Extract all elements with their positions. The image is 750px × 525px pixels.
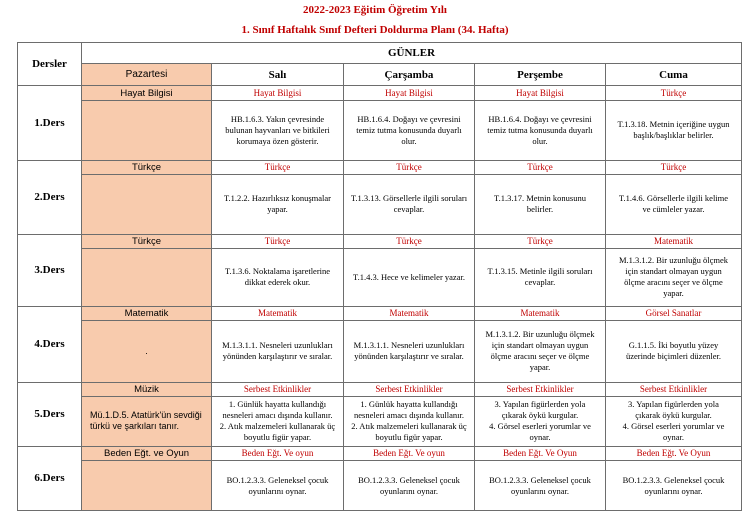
- content-line: için standart olmayan uygun: [491, 340, 589, 351]
- content-cell-carsamba: [344, 461, 475, 511]
- content-line: yapar.: [267, 204, 288, 215]
- content-cell-pazartesi: [82, 461, 212, 511]
- subject-cell-pazartesi: Beden Eğt. ve Oyun: [82, 446, 212, 460]
- content-line: boyutlu figür yapar.: [243, 432, 312, 443]
- content-cell-persembe: [475, 397, 606, 447]
- content-line: cevaplar.: [393, 204, 425, 215]
- day-header-sali: Salı: [212, 63, 344, 86]
- content-line: Mü.1.D.5. Atatürk'ün sevdiği: [90, 410, 202, 421]
- content-line: T.1.4.3. Hece ve kelimeler yazar.: [353, 271, 465, 282]
- content-line: cevaplar.: [524, 277, 556, 288]
- content-cell-carsamba: [344, 248, 475, 306]
- content-line: BO.1.2.3.3. Geleneksel çocuk: [622, 474, 725, 485]
- content-line: BO.1.2.3.3. Geleneksel çocuk: [358, 474, 460, 485]
- content-line: ve cümleler yazar.: [642, 204, 705, 215]
- content-line: oyunlarını oynar.: [379, 485, 439, 496]
- subject-cell-carsamba: Serbest Etkinlikler: [344, 382, 475, 396]
- content-line: çıkarak öykü kurgular.: [635, 410, 712, 421]
- content-line: boyutlu figür yapar.: [375, 432, 443, 443]
- subject-cell-persembe: Türkçe: [475, 234, 606, 248]
- content-cell-pazartesi: [82, 175, 212, 234]
- subject-cell-pazartesi: Hayat Bilgisi: [82, 86, 212, 100]
- subject-cell-pazartesi: Müzik: [82, 382, 212, 396]
- content-cell-sali: [212, 248, 344, 306]
- content-line: yönünden karşılaştırır ve sıralar.: [354, 351, 464, 362]
- content-cell-persembe: [475, 461, 606, 511]
- content-cell-persembe: [475, 100, 606, 160]
- content-cell-sali: [212, 100, 344, 160]
- dersler-header: Dersler: [18, 43, 82, 86]
- content-line: ölçme aracını seçer ve ölçme: [624, 277, 723, 288]
- subject-cell-cuma: Matematik: [606, 234, 742, 248]
- subject-cell-pazartesi: Matematik: [82, 306, 212, 320]
- content-line: 1. Günlük hayatta kullandığı: [228, 399, 327, 410]
- content-line: G.1.1.5. İki boyutlu yüzey: [628, 340, 719, 351]
- subject-cell-sali: Matematik: [212, 306, 344, 320]
- content-line: 3. Yapılan figürlerden yola: [628, 399, 719, 410]
- content-cell-cuma: [606, 248, 742, 306]
- content-cell-cuma: [606, 321, 742, 382]
- content-cell-pazartesi: [82, 397, 212, 447]
- content-cell-cuma: [606, 175, 742, 234]
- content-line: nesneleri amacı dışında kullanır.: [222, 410, 333, 421]
- content-cell-pazartesi: [82, 100, 212, 160]
- lesson-label: 3.Ders: [18, 234, 82, 306]
- subject-cell-sali: Beden Eğt. Ve oyun: [212, 446, 344, 460]
- day-header-pazartesi: Pazartesi: [82, 63, 212, 86]
- content-line: üzerinde biçimleri düzenler.: [625, 351, 722, 362]
- content-line: T.1.4.6. Görsellerle ilgili kelime: [618, 193, 729, 204]
- subject-cell-sali: Türkçe: [212, 161, 344, 175]
- content-cell-sali: [212, 397, 344, 447]
- content-line: olur.: [401, 135, 417, 146]
- content-line: 2. Atık malzemeleri kullanarak üç: [219, 421, 336, 432]
- content-line: belirler.: [526, 204, 554, 215]
- weekly-plan-table: [17, 42, 742, 511]
- content-line: M.1.3.1.1. Nesneleri uzunlukları: [353, 340, 465, 351]
- subject-cell-carsamba: Hayat Bilgisi: [344, 86, 475, 100]
- content-line: temiz tutma konusunda duyarlı: [487, 124, 593, 135]
- content-line: M.1.3.1.2. Bir uzunluğu ölçmek: [485, 329, 595, 340]
- subject-cell-cuma: Serbest Etkinlikler: [606, 382, 742, 396]
- content-line: yönünden karşılaştırır ve sıralar.: [222, 351, 333, 362]
- lesson-label: 6.Ders: [18, 446, 82, 510]
- day-header-carsamba: Çarşamba: [344, 63, 475, 86]
- content-line: nesneleri amacı dışında kullanır.: [354, 410, 464, 421]
- content-line: BO.1.2.3.3. Geleneksel çocuk: [226, 474, 329, 485]
- subject-cell-sali: Serbest Etkinlikler: [212, 382, 344, 396]
- day-header-persembe: Perşembe: [475, 63, 606, 86]
- gunler-header: GÜNLER: [82, 43, 742, 64]
- content-line: başlık/başlıklar belirler.: [633, 130, 714, 141]
- content-line: HB.1.6.4. Doğayı ve çevresini: [357, 113, 461, 124]
- content-line: ölçme aracını seçer ve ölçme: [490, 351, 590, 362]
- content-line: oynar.: [662, 432, 684, 443]
- subject-cell-cuma: Türkçe: [606, 86, 742, 100]
- content-line: 2. Atık malzemeleri kullanarak üç: [351, 421, 467, 432]
- content-cell-persembe: [475, 321, 606, 382]
- content-cell-pazartesi: [82, 248, 212, 306]
- content-line: oyunlarını oynar.: [644, 485, 703, 496]
- content-line: temiz tutma konusunda duyarlı: [356, 124, 462, 135]
- content-line: 1. Günlük hayatta kullandığı: [360, 399, 458, 410]
- content-line: T.1.3.15. Metinle ilgili soruları: [487, 266, 593, 277]
- content-line: oyunlarını oynar.: [248, 485, 307, 496]
- content-line: bulunan hayvanları ve bitkileri: [225, 124, 330, 135]
- content-line: yapar.: [663, 288, 684, 299]
- subject-cell-persembe: Türkçe: [475, 161, 606, 175]
- content-line: T.1.3.6. Noktalama işaretlerine: [224, 266, 331, 277]
- content-line: BO.1.2.3.3. Geleneksel çocuk: [489, 474, 591, 485]
- subject-cell-carsamba: Türkçe: [344, 161, 475, 175]
- content-line: T.1.3.17. Metnin konusunu: [494, 193, 586, 204]
- subject-cell-sali: Türkçe: [212, 234, 344, 248]
- subject-cell-cuma: Görsel Sanatlar: [606, 306, 742, 320]
- title-plan: 1. Sınıf Haftalık Sınıf Defteri Doldurma Planı (34. Hafta): [241, 24, 509, 36]
- content-cell-cuma: [606, 461, 742, 511]
- subject-cell-persembe: Hayat Bilgisi: [475, 86, 606, 100]
- content-cell-persembe: [475, 248, 606, 306]
- subject-cell-cuma: Türkçe: [606, 161, 742, 175]
- lesson-label: 4.Ders: [18, 306, 82, 382]
- day-header-cuma: Cuma: [606, 63, 742, 86]
- content-line: türkü ve şarkıları tanır.: [90, 421, 180, 432]
- content-line: dikkat ederek okur.: [244, 277, 311, 288]
- content-cell-carsamba: [344, 397, 475, 447]
- content-cell-carsamba: [344, 175, 475, 234]
- subject-cell-pazartesi: Türkçe: [82, 234, 212, 248]
- subject-cell-sali: Hayat Bilgisi: [212, 86, 344, 100]
- content-cell-cuma: [606, 397, 742, 447]
- content-cell-pazartesi: [82, 321, 212, 382]
- content-cell-carsamba: [344, 321, 475, 382]
- subject-cell-carsamba: Matematik: [344, 306, 475, 320]
- subject-cell-carsamba: Beden Eğt. Ve oyun: [344, 446, 475, 460]
- lesson-label: 2.Ders: [18, 161, 82, 235]
- content-cell-sali: [212, 321, 344, 382]
- content-line: 3. Yapılan figürlerden yola: [494, 399, 586, 410]
- content-line: .: [145, 345, 148, 356]
- content-line: oyunlarını oynar.: [510, 485, 570, 496]
- content-line: M.1.3.1.1. Nesneleri uzunlukları: [222, 340, 333, 351]
- content-line: için standart olmayan uygun: [625, 266, 722, 277]
- content-line: oynar.: [529, 432, 551, 443]
- content-cell-cuma: [606, 100, 742, 160]
- subject-cell-pazartesi: Türkçe: [82, 161, 212, 175]
- subject-cell-cuma: Beden Eğt. Ve Oyun: [606, 446, 742, 460]
- subject-cell-persembe: Matematik: [475, 306, 606, 320]
- content-line: HB.1.6.4. Doğayı ve çevresini: [488, 113, 592, 124]
- content-line: T.1.3.18. Metnin içeriğine uygun: [617, 119, 730, 130]
- content-cell-sali: [212, 461, 344, 511]
- content-cell-persembe: [475, 175, 606, 234]
- content-line: T.1.2.2. Hazırlıksız konuşmalar: [223, 193, 331, 204]
- content-line: 4. Görsel eserleri yorumlar ve: [489, 421, 591, 432]
- lesson-label: 5.Ders: [18, 382, 82, 446]
- content-line: yapar.: [529, 362, 551, 373]
- subject-cell-persembe: Beden Eğt. Ve Oyun: [475, 446, 606, 460]
- lesson-label: 1.Ders: [18, 86, 82, 161]
- content-line: HB.1.6.3. Yakın çevresinde: [230, 113, 325, 124]
- content-line: T.1.3.13. Görsellerle ilgili soruları: [350, 193, 468, 204]
- subject-cell-persembe: Serbest Etkinlikler: [475, 382, 606, 396]
- subject-cell-carsamba: Türkçe: [344, 234, 475, 248]
- content-cell-sali: [212, 175, 344, 234]
- content-line: M.1.3.1.2. Bir uzunluğu ölçmek: [618, 255, 729, 266]
- content-line: olur.: [532, 135, 548, 146]
- content-line: çıkarak öykü kurgular.: [501, 410, 579, 421]
- content-line: 4. Görsel eserleri yorumlar ve: [622, 421, 725, 432]
- title-year: 2022-2023 Eğitim Öğretim Yılı: [303, 4, 447, 16]
- content-cell-carsamba: [344, 100, 475, 160]
- content-line: korumaya özen gösterir.: [236, 135, 319, 146]
